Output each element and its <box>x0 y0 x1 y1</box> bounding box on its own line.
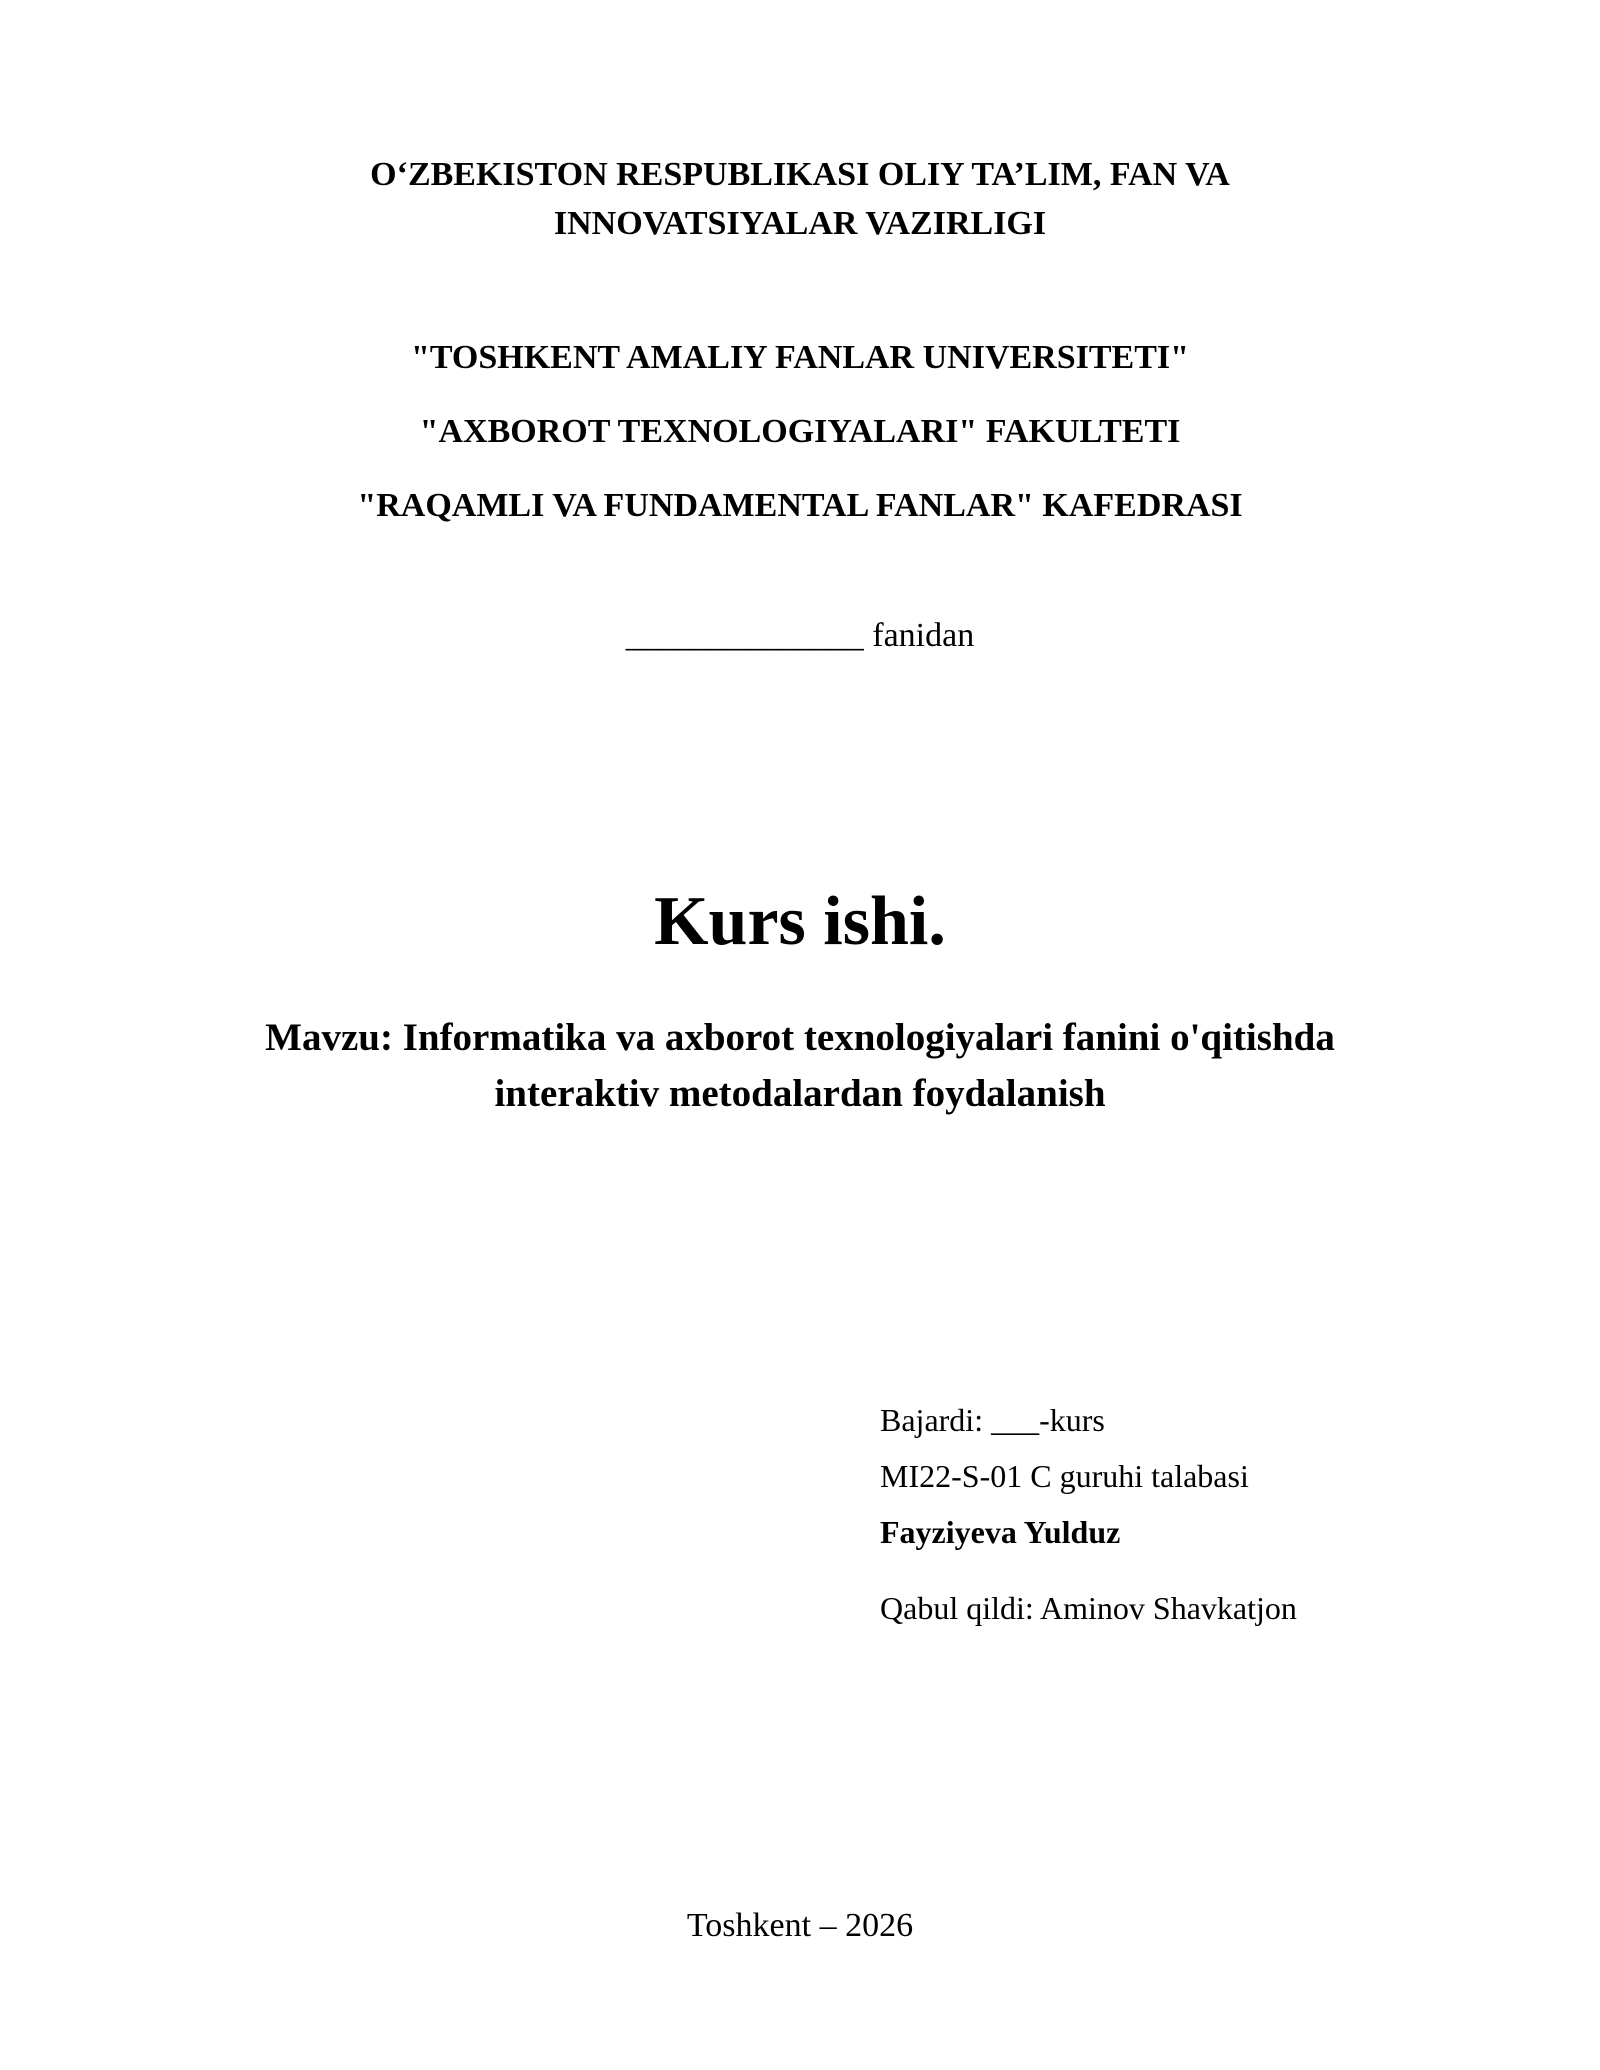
ministry-heading-line1: O‘ZBEKISTON RESPUBLIKASI OLIY TA’LIM, FAN VA <box>370 156 1230 193</box>
student-group: MI22-S-01 C guruhi talabasi <box>880 1458 1249 1494</box>
accepted-by: Qabul qildi: Aminov Shavkatjon <box>880 1590 1297 1626</box>
department-name: "RAQAMLI VA FUNDAMENTAL FANLAR" KAFEDRASI <box>357 487 1243 524</box>
topic-line2: interaktiv metodalardan foydalanish <box>494 1072 1106 1115</box>
city-year: Toshkent – 2026 <box>686 1907 914 1944</box>
faculty-name: "AXBOROT TEXNOLOGIYALARI" FAKULTETI <box>419 413 1181 450</box>
student-name: Fayziyeva Yulduz <box>880 1514 1121 1550</box>
completed-by: Bajardi: ___-kurs <box>880 1402 1105 1438</box>
topic-heading <box>0 1010 1600 1122</box>
subject-line: ______________ fanidan <box>625 617 975 654</box>
document-title: Kurs ishi. <box>654 883 946 960</box>
ministry-heading-line2: INNOVATSIYALAR VAZIRLIGI <box>553 205 1047 242</box>
ministry-heading <box>0 150 1600 248</box>
university-name: "TOSHKENT AMALIY FANLAR UNIVERSITETI" <box>410 339 1190 376</box>
topic-line1: Mavzu: Informatika va axborot texnologiyalari fanini o'qitishda <box>265 1016 1335 1059</box>
